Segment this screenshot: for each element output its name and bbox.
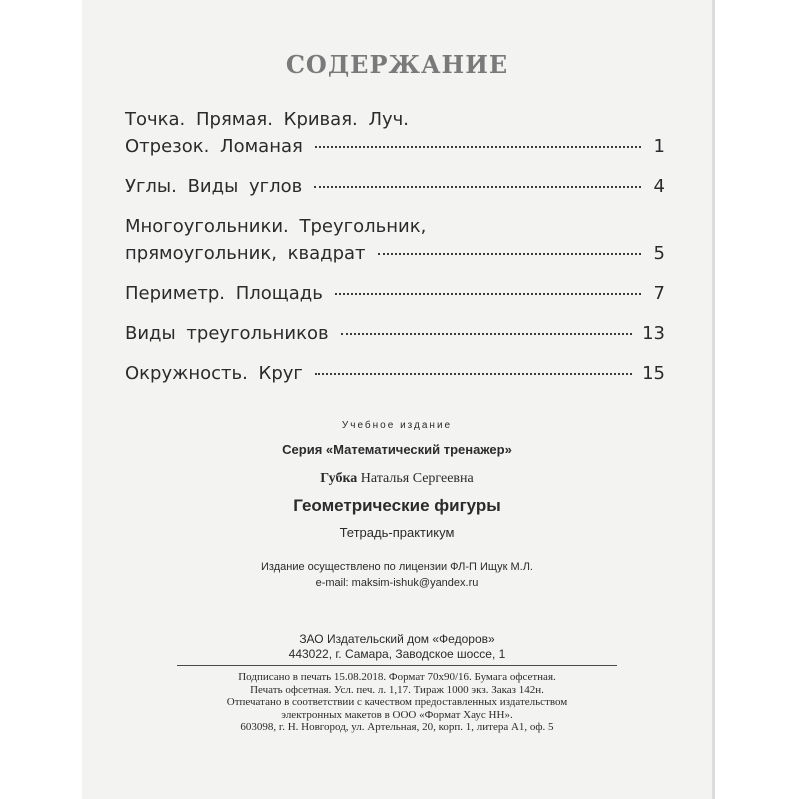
toc-page-number: 7 [653, 283, 665, 304]
imprint-line: Печать офсетная. Усл. печ. л. 1,17. Тираж 1000 экз. Заказ 142н. [250, 683, 544, 696]
edition-label: Учебное издание [341, 420, 453, 431]
email: e-mail: maksim-ishuk@yandex.ru [315, 577, 479, 589]
toc-page-number: 1 [653, 136, 665, 157]
toc-entry-line: Отрезок. Ломаная [125, 136, 303, 157]
toc-entry [125, 106, 665, 160]
toc-entry-line: Многоугольники. Треугольник, [125, 216, 427, 237]
author-names: Наталья Сергеевна [360, 471, 474, 486]
book-page [82, 0, 712, 799]
dot-leader [314, 186, 641, 188]
table-of-contents [125, 106, 665, 400]
dot-leader [335, 293, 641, 295]
dot-leader [315, 146, 641, 148]
toc-entry-line: Периметр. Площадь [125, 283, 323, 304]
toc-entry [125, 360, 665, 387]
toc-entry-line: Точка. Прямая. Кривая. Луч. [125, 109, 410, 130]
dot-leader [378, 253, 641, 255]
imprint [82, 671, 712, 734]
author-surname: Губка [320, 471, 358, 486]
imprint-line: Отпечатано в соответствии с качеством предоставленных издательством [226, 696, 568, 708]
toc-entry-line: Виды треугольников [125, 323, 329, 344]
toc-page-number: 15 [642, 363, 665, 384]
dot-leader [341, 333, 632, 335]
publisher [82, 632, 712, 662]
toc-entry [125, 280, 665, 307]
toc-entry-line: прямоугольник, квадрат [125, 243, 366, 264]
book-title: Геометрические фигуры [293, 496, 501, 515]
toc-entry [125, 213, 665, 267]
author [82, 471, 712, 487]
toc-entry [125, 173, 665, 200]
book-subtitle: Тетрадь-практикум [339, 525, 455, 540]
toc-page-number: 13 [642, 323, 665, 344]
divider [177, 665, 617, 666]
toc-entry-line: Окружность. Круг [125, 363, 303, 384]
toc-page-number: 5 [653, 243, 665, 264]
toc-page-number: 4 [653, 176, 665, 197]
series-name: Серия «Математический тренажер» [282, 442, 512, 457]
imprint-line: Подписано в печать 15.08.2018. Формат 70х90/16. Бумага офсетная. [238, 671, 556, 683]
toc-entry-line: Углы. Виды углов [125, 176, 303, 197]
toc-title: СОДЕРЖАНИЕ [285, 50, 509, 79]
dot-leader [315, 373, 632, 375]
publisher-name: ЗАО Издательский дом «Федоров» [299, 632, 495, 646]
page-edge [712, 0, 715, 799]
imprint-line: электронных макетов в ООО «Формат Хаус НН». [281, 708, 513, 721]
toc-entry [125, 320, 665, 347]
publisher-address: 443022, г. Самара, Заводское шоссе, 1 [288, 647, 506, 661]
license-note: Издание осуществлено по лицензии ФЛ-П Ищук М.Л. [261, 561, 533, 573]
imprint-line: 603098, г. Н. Новгород, ул. Артельная, 20, корп. 1, литера А1, оф. 5 [240, 721, 554, 733]
